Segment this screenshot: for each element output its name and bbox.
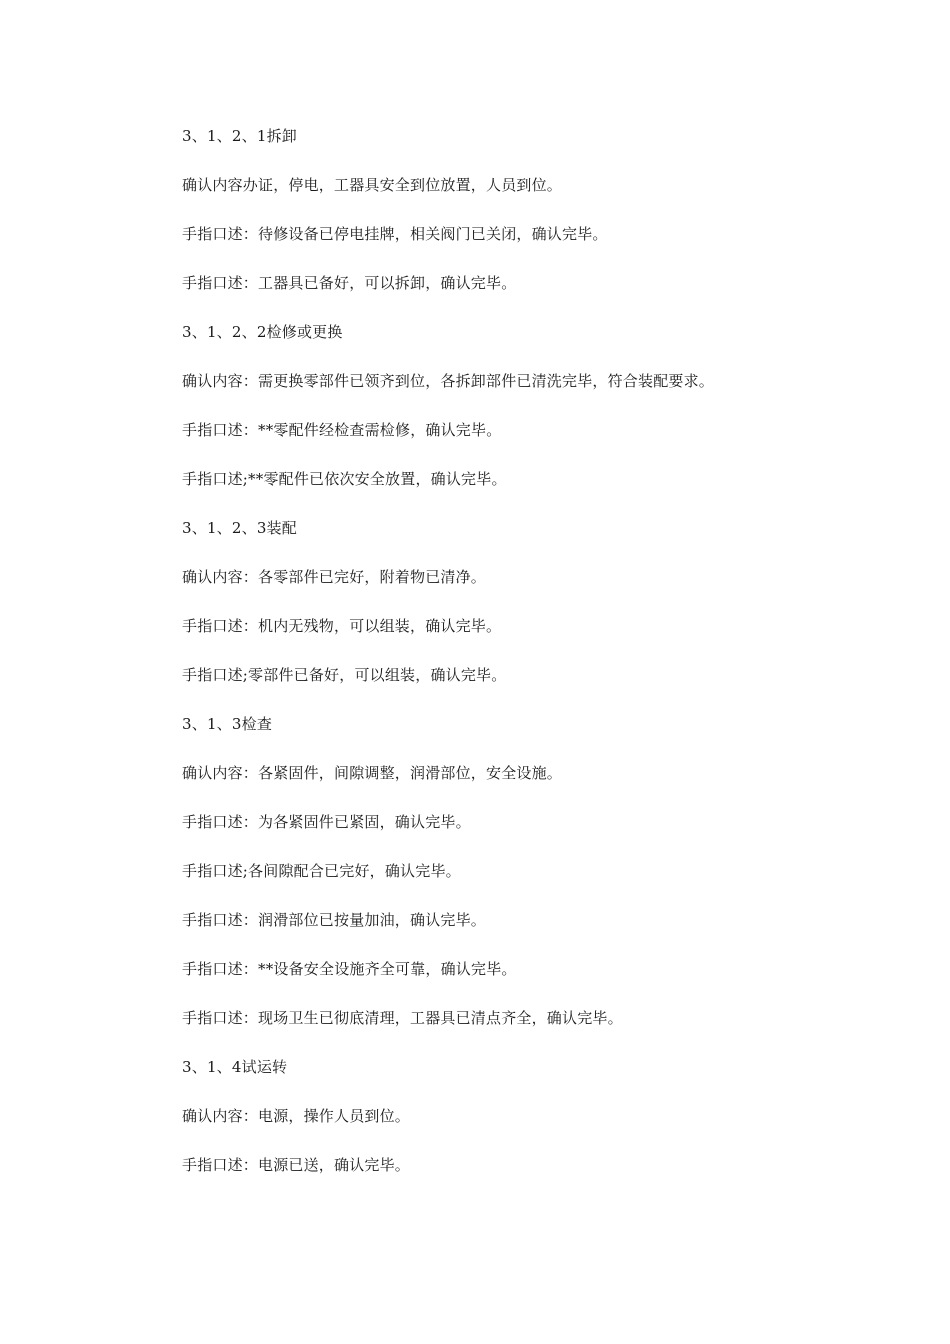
- paragraph-line: 手指口述;**零配件已依次安全放置，确认完毕。: [182, 470, 507, 488]
- paragraph-line: 手指口述：工器具已备好，可以拆卸，确认完毕。: [182, 274, 517, 292]
- section-heading-trial-run: 3、1、4试运转: [182, 1058, 288, 1076]
- paragraph-line: 手指口述：待修设备已停电挂牌，相关阀门已关闭，确认完毕。: [182, 225, 608, 243]
- paragraph-line: 确认内容：各紧固件，间隙调整，润滑部位，安全设施。: [182, 764, 563, 782]
- section-heading-inspection: 3、1、3检查: [182, 715, 273, 733]
- paragraph-line: 手指口述：机内无残物，可以组装，确认完毕。: [182, 617, 502, 635]
- paragraph-line: 手指口述：**设备安全设施齐全可靠，确认完毕。: [182, 960, 517, 978]
- paragraph-line: 确认内容：需更换零部件已领齐到位，各拆卸部件已清洗完毕，符合装配要求。: [182, 372, 715, 390]
- paragraph-line: 确认内容办证，停电，工器具安全到位放置，人员到位。: [182, 176, 563, 194]
- paragraph-line: 手指口述：**零配件经检查需检修，确认完毕。: [182, 421, 502, 439]
- paragraph-line: 确认内容：各零部件已完好，附着物已清净。: [182, 568, 487, 586]
- paragraph-line: 手指口述：润滑部位已按量加油，确认完毕。: [182, 911, 487, 929]
- paragraph-line: 手指口述：现场卫生已彻底清理，工器具已清点齐全，确认完毕。: [182, 1009, 623, 1027]
- section-heading-disassembly: 3、1、2、1拆卸: [182, 127, 297, 145]
- document-body: [182, 123, 922, 1201]
- paragraph-line: 手指口述;零部件已备好，可以组装，确认完毕。: [182, 666, 507, 684]
- paragraph-line: 手指口述：为各紧固件已紧固，确认完毕。: [182, 813, 471, 831]
- paragraph-line: 手指口述：电源已送，确认完毕。: [182, 1156, 411, 1174]
- section-heading-assembly: 3、1、2、3装配: [182, 519, 297, 537]
- section-heading-repair-or-replace: 3、1、2、2检修或更换: [182, 323, 343, 341]
- paragraph-line: 手指口述;各间隙配合已完好，确认完毕。: [182, 862, 461, 880]
- paragraph-line: 确认内容：电源，操作人员到位。: [182, 1107, 411, 1125]
